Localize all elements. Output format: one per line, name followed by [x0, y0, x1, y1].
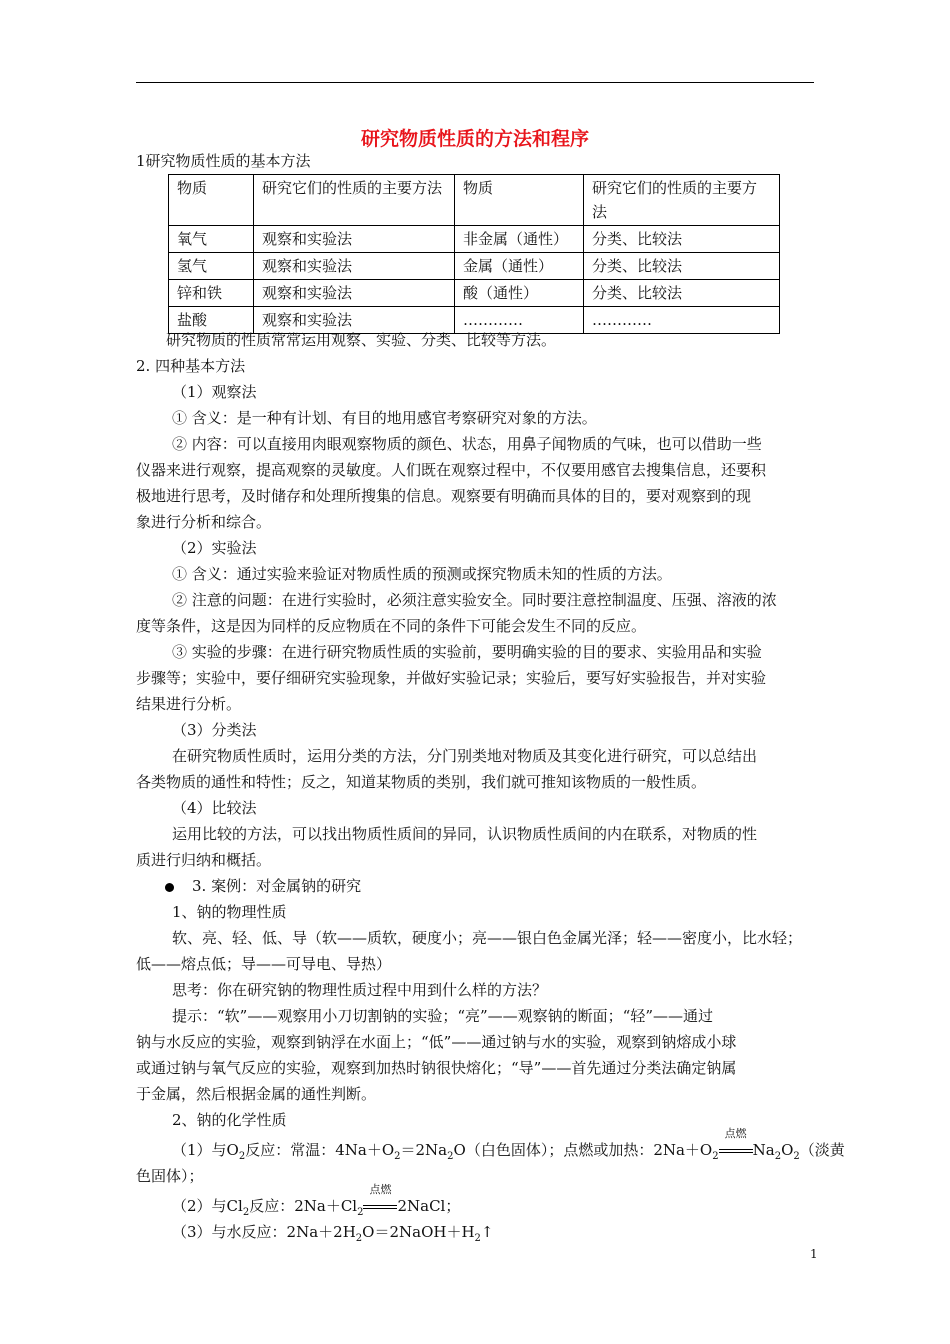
table-row: [169, 280, 780, 307]
table-header-cell: 物质: [455, 175, 584, 226]
table-header-cell: 研究它们的性质的主要方法: [254, 175, 455, 226]
section-3-heading-text: 3. 案例：对金属钠的研究: [192, 877, 362, 895]
observe-content-line: 象进行分析和综合。: [136, 513, 272, 531]
table-header-row: [169, 175, 780, 226]
condition-label: 点燃: [369, 1183, 392, 1196]
bullet-icon: [165, 883, 174, 892]
table-cell: 观察和实验法: [254, 226, 455, 253]
table-cell: 氢气: [169, 253, 254, 280]
methods-table: [168, 174, 780, 334]
reaction-oxygen-cont: 色固体）；: [136, 1167, 204, 1185]
table-row: [169, 253, 780, 280]
subscript: 2: [712, 1151, 719, 1162]
reaction-water: [172, 1219, 493, 1252]
table-cell: 分类、比较法: [584, 253, 780, 280]
observe-content-line: 仪器来进行观察，提高观察的灵敏度。人们既在观察过程中，不仅要用感官去搜集信息，还要积: [136, 461, 767, 479]
table-cell: 酸（通性）: [455, 280, 584, 307]
experiment-steps-line: 结果进行分析。: [136, 695, 242, 713]
physical-text-line: 软、亮、轻、低、导（软——质软，硬度小；亮——银白色金属光泽；轻——密度小，比水轻；: [172, 929, 803, 947]
reaction-text: O＝2NaOH＋H: [362, 1223, 475, 1241]
physical-heading: 1、钠的物理性质: [172, 903, 287, 921]
classify-text-line: 在研究物质性质时，运用分类的方法，分门别类地对物质及其变化进行研究，可以总结出: [172, 747, 758, 765]
think-question: 思考：你在研究钠的物理性质过程中用到什么样的方法？: [172, 981, 548, 999]
table-cell: 分类、比较法: [584, 280, 780, 307]
subscript: 2: [474, 1233, 481, 1244]
table-row: [169, 226, 780, 253]
reaction-text: （3）与水反应：2Na＋2H: [172, 1223, 356, 1241]
condition-arrow: [363, 1183, 397, 1219]
hint-line: 提示：“软”——观察用小刀切割钠的实验；“亮”——观察钠的断面；“轻”——通过: [172, 1007, 714, 1025]
section-1-heading: 1研究物质性质的基本方法: [136, 152, 311, 170]
reaction-oxygen: [172, 1127, 845, 1170]
gas-arrow: ↑: [480, 1223, 494, 1241]
reaction-text: 反应：2Na＋Cl: [249, 1197, 358, 1215]
observe-content-line: ② 内容：可以直接用肉眼观察物质的颜色、状态，用鼻子闻物质的气味，也可以借助一些: [172, 435, 762, 453]
physical-text-line: 低——熔点低；导——可导电、导热）: [136, 955, 392, 973]
experiment-notes-line: ② 注意的问题：在进行实验时，必须注意实验安全。同时要注意控制温度、压强、溶液的浓: [172, 591, 777, 609]
experiment-notes-line: 度等条件，这是因为同样的反应物质在不同的条件下可能会发生不同的反应。: [136, 617, 647, 635]
compare-text-line: 运用比较的方法，可以找出物质性质间的异同，认识物质性质间的内在联系，对物质的性: [172, 825, 758, 843]
hint-line: 于金属，然后根据金属的通性判断。: [136, 1085, 377, 1103]
reaction-text: O（白色固体）；点燃或加热：2Na＋O: [453, 1141, 713, 1159]
reaction-text: （淡黄: [799, 1141, 845, 1159]
reaction-text: （2）与Cl: [172, 1197, 243, 1215]
table-cell: 氧气: [169, 226, 254, 253]
table-cell: 锌和铁: [169, 280, 254, 307]
subscript: 2: [238, 1151, 246, 1162]
reaction-text: 2NaCl；: [397, 1197, 461, 1215]
reaction-text: （1）与O: [172, 1141, 239, 1159]
table-cell: 观察和实验法: [254, 280, 455, 307]
table-cell: …………: [584, 307, 780, 334]
observe-content-line: 极地进行思考，及时储存和处理所搜集的信息。观察要有明确而具体的目的，要对观察到的现: [136, 487, 752, 505]
classify-text-line: 各类物质的通性和特性；反之，知道某物质的类别，我们就可推知该物质的一般性质。: [136, 773, 707, 791]
compare-heading: （4）比较法: [172, 799, 257, 817]
condition-arrow: [719, 1127, 753, 1163]
reaction-text: 反应：常温：4Na＋O: [245, 1141, 395, 1159]
table-cell: 观察和实验法: [254, 253, 455, 280]
reaction-text: O: [781, 1141, 794, 1159]
experiment-steps-line: ③ 实验的步骤：在进行研究物质性质的实验前，要明确实验的目的要求、实验用品和实验: [172, 643, 762, 661]
table-cell: …………: [455, 307, 584, 334]
condition-label: 点燃: [724, 1127, 747, 1140]
reaction-text: Na: [752, 1141, 775, 1159]
experiment-heading: （2）实验法: [172, 539, 257, 557]
section-2-heading: 2. 四种基本方法: [136, 357, 246, 375]
experiment-definition: ① 含义：通过实验来验证对物质性质的预测或探究物质未知的性质的方法。: [172, 565, 672, 583]
table-header-cell: 研究它们的性质的主要方法: [584, 175, 780, 226]
observe-heading: （1）观察法: [172, 383, 257, 401]
summary-text: 研究物质的性质常常运用观察、实验、分类、比较等方法。: [166, 331, 557, 349]
header-rule: [136, 82, 814, 83]
page-title: 研究物质性质的方法和程序: [360, 128, 589, 150]
subscript: 2: [242, 1207, 250, 1218]
table-cell: 盐酸: [169, 307, 254, 334]
hint-line: 钠与水反应的实验，观察到钠浮在水面上；“低”——通过钠与水的实验，观察到钠熔成小球: [136, 1033, 737, 1051]
reaction-text: ＝2Na: [400, 1141, 448, 1159]
table-header-cell: 物质: [169, 175, 254, 226]
page-number: 1: [810, 1247, 818, 1261]
subscript: 2: [394, 1151, 401, 1162]
table-cell: 观察和实验法: [254, 307, 455, 334]
compare-text-line: 质进行归纳和概括。: [136, 851, 272, 869]
observe-definition: ① 含义：是一种有计划、有目的地用感官考察研究对象的方法。: [172, 409, 597, 427]
table-cell: 非金属（通性）: [455, 226, 584, 253]
subscript: 2: [355, 1233, 363, 1244]
table-cell: 分类、比较法: [584, 226, 780, 253]
classify-heading: （3）分类法: [172, 721, 257, 739]
subscript: 2: [774, 1151, 782, 1162]
subscript: 2: [793, 1151, 800, 1162]
chemical-heading: 2、钠的化学性质: [172, 1111, 287, 1129]
section-3-heading: [165, 873, 361, 899]
experiment-steps-line: 步骤等；实验中，要仔细研究实验现象，并做好实验记录；实验后，要写好实验报告，并对实验: [136, 669, 767, 687]
hint-line: 或通过钠与氧气反应的实验，观察到加热时钠很快熔化；“导”——首先通过分类法确定钠属: [136, 1059, 737, 1077]
subscript: 2: [447, 1151, 454, 1162]
table-cell: 金属（通性）: [455, 253, 584, 280]
subscript: 2: [357, 1207, 364, 1218]
